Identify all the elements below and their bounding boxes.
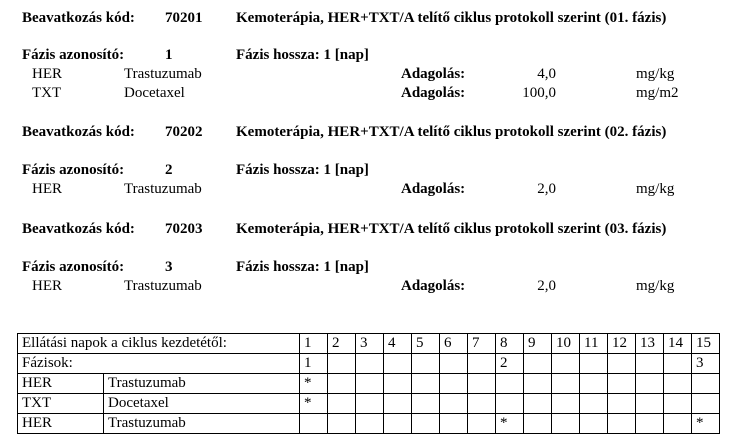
phase-row <box>18 354 720 374</box>
schedule-cell <box>328 374 356 394</box>
protocol-title: Kemoterápia, HER+TXT/A telítő ciklus protokoll szerint (02. fázis) <box>236 124 667 140</box>
phase-value: 1 <box>165 47 173 63</box>
drug-name: Trastuzumab <box>124 181 202 197</box>
day-header-cell: 14 <box>664 334 692 354</box>
protocol-title: Kemoterápia, HER+TXT/A telítő ciklus protokoll szerint (03. fázis) <box>236 221 667 237</box>
schedule-cell <box>412 414 440 434</box>
phase-cell: 2 <box>496 354 524 374</box>
day-header-cell: 5 <box>412 334 440 354</box>
day-header-cell: 10 <box>552 334 580 354</box>
day-header-cell: 4 <box>384 334 412 354</box>
dose-value: 100,0 <box>522 85 556 101</box>
drug-name: Trastuzumab <box>124 278 202 294</box>
schedule-cell <box>356 394 384 414</box>
day-header-cell: 8 <box>496 334 524 354</box>
phase-cell <box>608 354 636 374</box>
dose-label: Adagolás: <box>401 278 466 294</box>
schedule-cell <box>356 414 384 434</box>
code-value: 70201 <box>165 10 203 26</box>
schedule-cell <box>692 374 720 394</box>
schedule-cell <box>580 414 608 434</box>
protocol-title: Kemoterápia, HER+TXT/A telítő ciklus protokoll szerint (01. fázis) <box>236 10 667 26</box>
dose-unit: mg/kg <box>636 278 675 294</box>
phase-cell <box>440 354 468 374</box>
drug-code: HER <box>32 181 62 197</box>
schedule-cell: * <box>496 414 524 434</box>
phase-cell <box>384 354 412 374</box>
code-label: Beavatkozás kód: <box>22 221 135 237</box>
schedule-cell <box>664 414 692 434</box>
schedule-cell <box>440 414 468 434</box>
drug-code-cell: HER <box>18 374 104 394</box>
drug-code: HER <box>32 278 62 294</box>
schedule-cell: * <box>692 414 720 434</box>
phase-label: Fázis azonosító: <box>22 259 125 275</box>
schedule-cell <box>552 394 580 414</box>
schedule-cell <box>552 414 580 434</box>
phase-cell <box>356 354 384 374</box>
phase-value: 2 <box>165 162 173 178</box>
dose-label: Adagolás: <box>401 85 466 101</box>
drug-code: TXT <box>32 85 62 101</box>
dose-unit: mg/m2 <box>636 85 679 101</box>
schedule-cell <box>664 374 692 394</box>
schedule-cell <box>328 414 356 434</box>
drug-code-cell: TXT <box>18 394 104 414</box>
schedule-cell <box>608 394 636 414</box>
phase-row-label: Fázisok: <box>18 354 300 374</box>
schedule-cell <box>608 414 636 434</box>
dose-label: Adagolás: <box>401 66 466 82</box>
schedule-cell <box>496 394 524 414</box>
drug-code-cell: HER <box>18 414 104 434</box>
schedule-cell <box>440 394 468 414</box>
schedule-cell <box>580 374 608 394</box>
schedule-cell <box>636 414 664 434</box>
phase-cell <box>580 354 608 374</box>
day-header-cell: 11 <box>580 334 608 354</box>
schedule-header-label: Ellátási napok a ciklus kezdetétől: <box>18 334 300 354</box>
phase-cell <box>524 354 552 374</box>
phase-cell: 3 <box>692 354 720 374</box>
code-label: Beavatkozás kód: <box>22 124 135 140</box>
day-header-cell: 3 <box>356 334 384 354</box>
schedule-cell <box>664 394 692 414</box>
schedule-cell <box>412 374 440 394</box>
schedule-header-row <box>18 334 720 354</box>
phase-cell: 1 <box>300 354 328 374</box>
day-header-cell: 7 <box>468 334 496 354</box>
schedule-cell <box>356 374 384 394</box>
day-header-cell: 12 <box>608 334 636 354</box>
schedule-cell <box>384 374 412 394</box>
code-label: Beavatkozás kód: <box>22 10 135 26</box>
schedule-cell <box>552 374 580 394</box>
schedule-cell: * <box>300 374 328 394</box>
drug-name: Docetaxel <box>124 85 185 101</box>
dose-unit: mg/kg <box>636 181 675 197</box>
table-row <box>18 374 720 394</box>
phase-duration: Fázis hossza: 1 [nap] <box>236 259 369 275</box>
schedule-cell <box>692 394 720 414</box>
schedule-cell <box>636 374 664 394</box>
drug-name-cell: Trastuzumab <box>104 414 300 434</box>
day-header-cell: 2 <box>328 334 356 354</box>
dose-label: Adagolás: <box>401 181 466 197</box>
drug-name: Trastuzumab <box>124 66 202 82</box>
phase-label: Fázis azonosító: <box>22 47 125 63</box>
drug-name-cell: Docetaxel <box>104 394 300 414</box>
schedule-cell <box>496 374 524 394</box>
phase-cell <box>552 354 580 374</box>
phase-value: 3 <box>165 259 173 275</box>
day-header-cell: 13 <box>636 334 664 354</box>
drug-code: HER <box>32 66 62 82</box>
schedule-cell <box>328 394 356 414</box>
phase-cell <box>412 354 440 374</box>
phase-cell <box>636 354 664 374</box>
code-value: 70203 <box>165 221 203 237</box>
drug-name-cell: Trastuzumab <box>104 374 300 394</box>
table-row <box>18 394 720 414</box>
schedule-cell <box>580 394 608 414</box>
schedule-cell <box>468 414 496 434</box>
schedule-cell <box>468 394 496 414</box>
phase-cell <box>328 354 356 374</box>
day-header-cell: 1 <box>300 334 328 354</box>
schedule-cell <box>636 394 664 414</box>
dose-value: 4,0 <box>537 66 556 82</box>
table-row <box>18 414 720 434</box>
schedule-cell <box>300 414 328 434</box>
code-value: 70202 <box>165 124 203 140</box>
dose-value: 2,0 <box>537 181 556 197</box>
schedule-cell <box>524 394 552 414</box>
day-header-cell: 6 <box>440 334 468 354</box>
schedule-cell: * <box>300 394 328 414</box>
schedule-cell <box>440 374 468 394</box>
schedule-cell <box>524 374 552 394</box>
schedule-cell <box>412 394 440 414</box>
day-header-cell: 9 <box>524 334 552 354</box>
schedule-table <box>17 333 720 434</box>
dose-unit: mg/kg <box>636 66 675 82</box>
phase-duration: Fázis hossza: 1 [nap] <box>236 47 369 63</box>
phase-cell <box>664 354 692 374</box>
phase-cell <box>468 354 496 374</box>
phase-label: Fázis azonosító: <box>22 162 125 178</box>
schedule-cell <box>384 394 412 414</box>
schedule-cell <box>524 414 552 434</box>
schedule-cell <box>384 414 412 434</box>
schedule-cell <box>608 374 636 394</box>
schedule-cell <box>468 374 496 394</box>
dose-value: 2,0 <box>537 278 556 294</box>
phase-duration: Fázis hossza: 1 [nap] <box>236 162 369 178</box>
day-header-cell: 15 <box>692 334 720 354</box>
